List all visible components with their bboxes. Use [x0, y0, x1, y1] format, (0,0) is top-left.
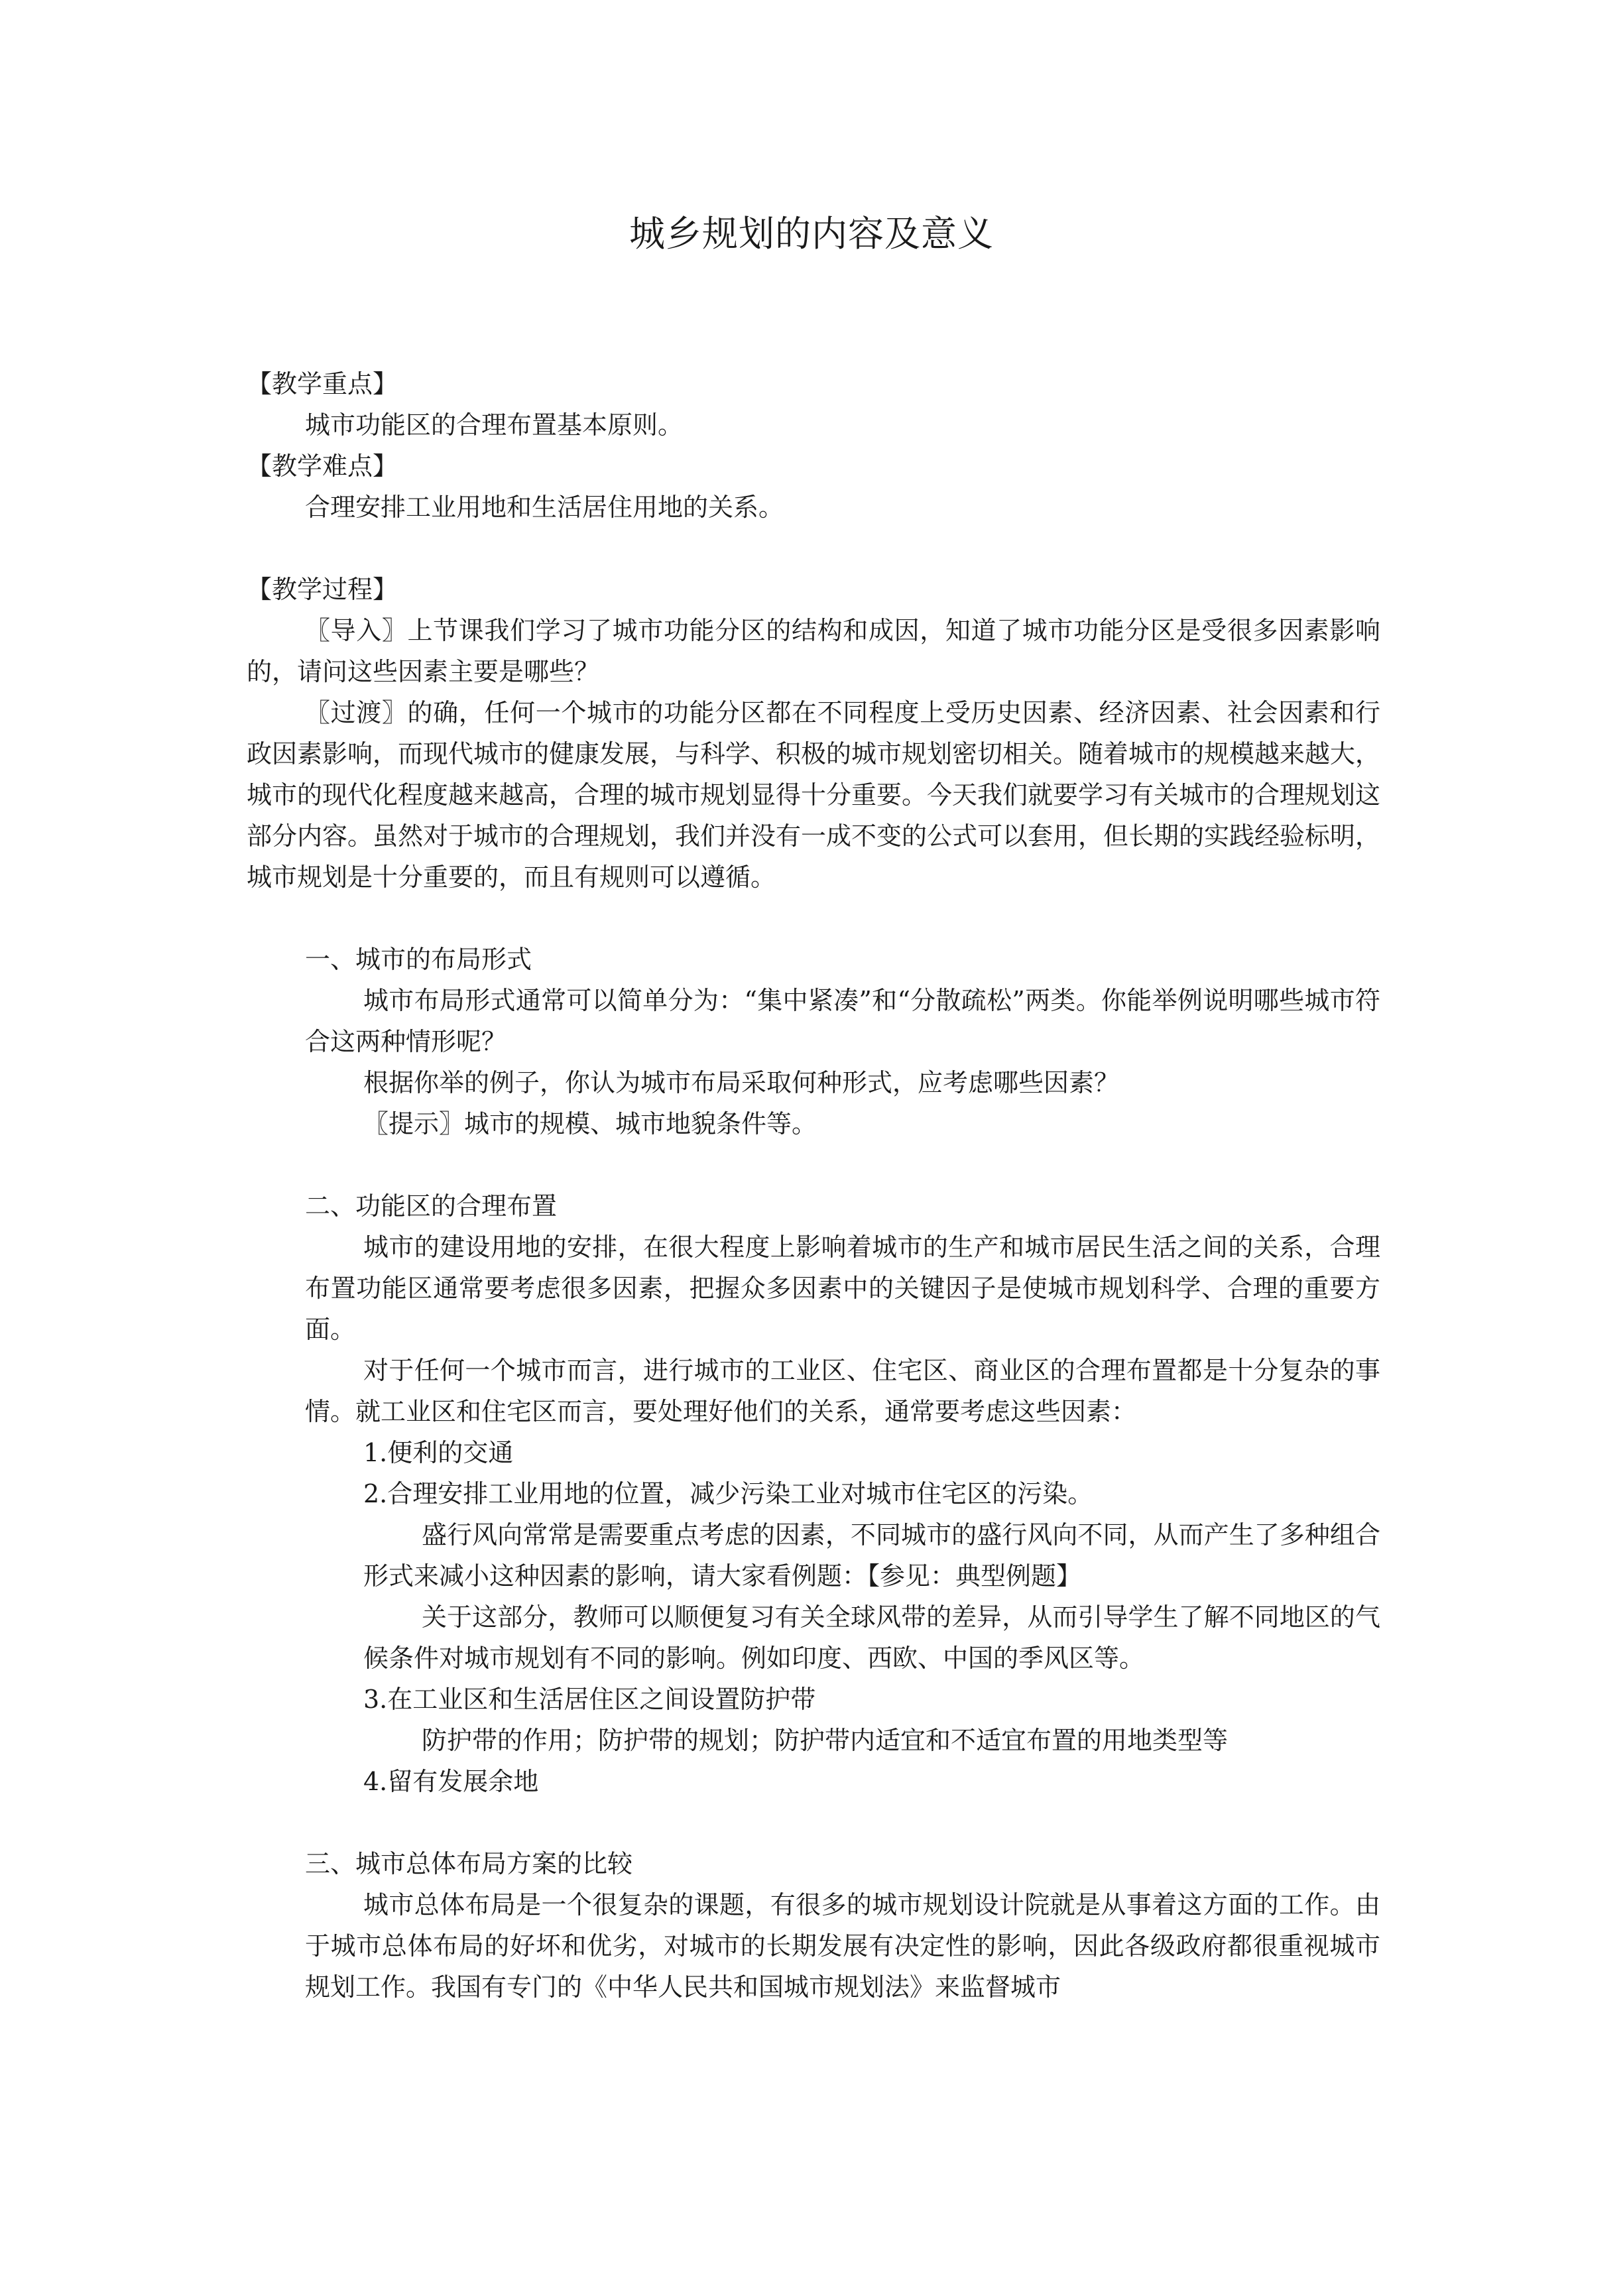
- section2-item-3: 3.在工业区和生活居住区之间设置防护带: [363, 1685, 816, 1714]
- difficulty-heading: 【教学难点】: [247, 452, 398, 481]
- spacer: [247, 898, 1380, 939]
- section-functional-zones: [247, 1185, 1380, 1802]
- section2-paragraph-1: 城市的建设用地的安排，在很大程度上影响着城市的生产和城市居民生活之间的关系，合理布置功能区通常要考虑很多因素，把握众多因素中的关键因子是使城市规划科学、合理的重要方面。: [305, 1233, 1380, 1344]
- spacer: [247, 1802, 1380, 1843]
- section1-heading: 一、城市的布局形式: [305, 945, 532, 974]
- key-points-text: 城市功能区的合理布置基本原则。: [305, 410, 684, 440]
- section-layout-forms: [247, 939, 1380, 1144]
- section2-item-4: 4.留有发展余地: [363, 1767, 539, 1796]
- process-heading: 【教学过程】: [247, 575, 398, 604]
- spacer: [247, 528, 1380, 569]
- key-points-heading: 【教学重点】: [247, 369, 398, 398]
- section2-item-3-paragraph: 防护带的作用；防护带的规划；防护带内适宜和不适宜布置的用地类型等: [422, 1726, 1229, 1755]
- intro-paragraph: 〖导入〗上节课我们学习了城市功能分区的结构和成因，知道了城市功能分区是受很多因素影响的，请问这些因素主要是哪些？: [247, 616, 1380, 686]
- section2-item-2-paragraph-2: 关于这部分，教师可以顺便复习有关全球风带的差异，从而引导学生了解不同地区的气候条件对城市规划有不同的影响。例如印度、西欧、中国的季风区等。: [363, 1602, 1380, 1673]
- difficulty-text: 合理安排工业用地和生活居住用地的关系。: [305, 493, 784, 522]
- spacer: [247, 1144, 1380, 1185]
- document-body: [247, 363, 1380, 2008]
- section1-paragraph-2: 根据你举的例子，你认为城市布局采取何种形式，应考虑哪些因素？: [363, 1068, 1120, 1097]
- section2-paragraph-2: 对于任何一个城市而言，进行城市的工业区、住宅区、商业区的合理布置都是十分复杂的事情。就工业区和住宅区而言，要处理好他们的关系，通常要考虑这些因素：: [305, 1356, 1380, 1426]
- section3-paragraph-1: 城市总体布局是一个很复杂的课题，有很多的城市规划设计院就是从事着这方面的工作。由于城市总体布局的好坏和优劣，对城市的长期发展有决定性的影响，因此各级政府都很重视城市规划工作。我国有专门的《中华人民共和国城市规划法》来监督城市: [305, 1890, 1380, 2002]
- transition-paragraph: 〖过渡〗的确，任何一个城市的功能分区都在不同程度上受历史因素、经济因素、社会因素和行政因素影响，而现代城市的健康发展，与科学、积极的城市规划密切相关。随着城市的规模越来越大，城市的现代化程度越来越高，合理的城市规划显得十分重要。今天我们就要学习有关城市的合理规划这部分内容。虽然对于城市的合理规划，我们并没有一成不变的公式可以套用，但长期的实践经验标明，城市规划是十分重要的，而且有规则可以遵循。: [247, 698, 1381, 892]
- section2-item-1: 1.便利的交通: [363, 1438, 514, 1467]
- document-title: 城乡规划的内容及意义: [629, 213, 994, 255]
- section2-item-2: 2.合理安排工业用地的位置，减少污染工业对城市住宅区的污染。: [363, 1479, 1093, 1508]
- section2-item-2-paragraph-1: 盛行风向常常是需要重点考虑的因素，不同城市的盛行风向不同，从而产生了多种组合形式来减小这种因素的影响，请大家看例题：【参见：典型例题】: [363, 1520, 1380, 1591]
- section1-tip: 〖提示〗城市的规模、城市地貌条件等。: [363, 1109, 817, 1138]
- section1-paragraph-1: 城市布局形式通常可以简单分为：“集中紧凑”和“分散疏松”两类。你能举例说明哪些城市符合这两种情形呢？: [305, 986, 1380, 1056]
- section2-heading: 二、功能区的合理布置: [305, 1191, 558, 1221]
- section-overall-layout: [247, 1843, 1380, 2008]
- section3-heading: 三、城市总体布局方案的比较: [305, 1849, 633, 1878]
